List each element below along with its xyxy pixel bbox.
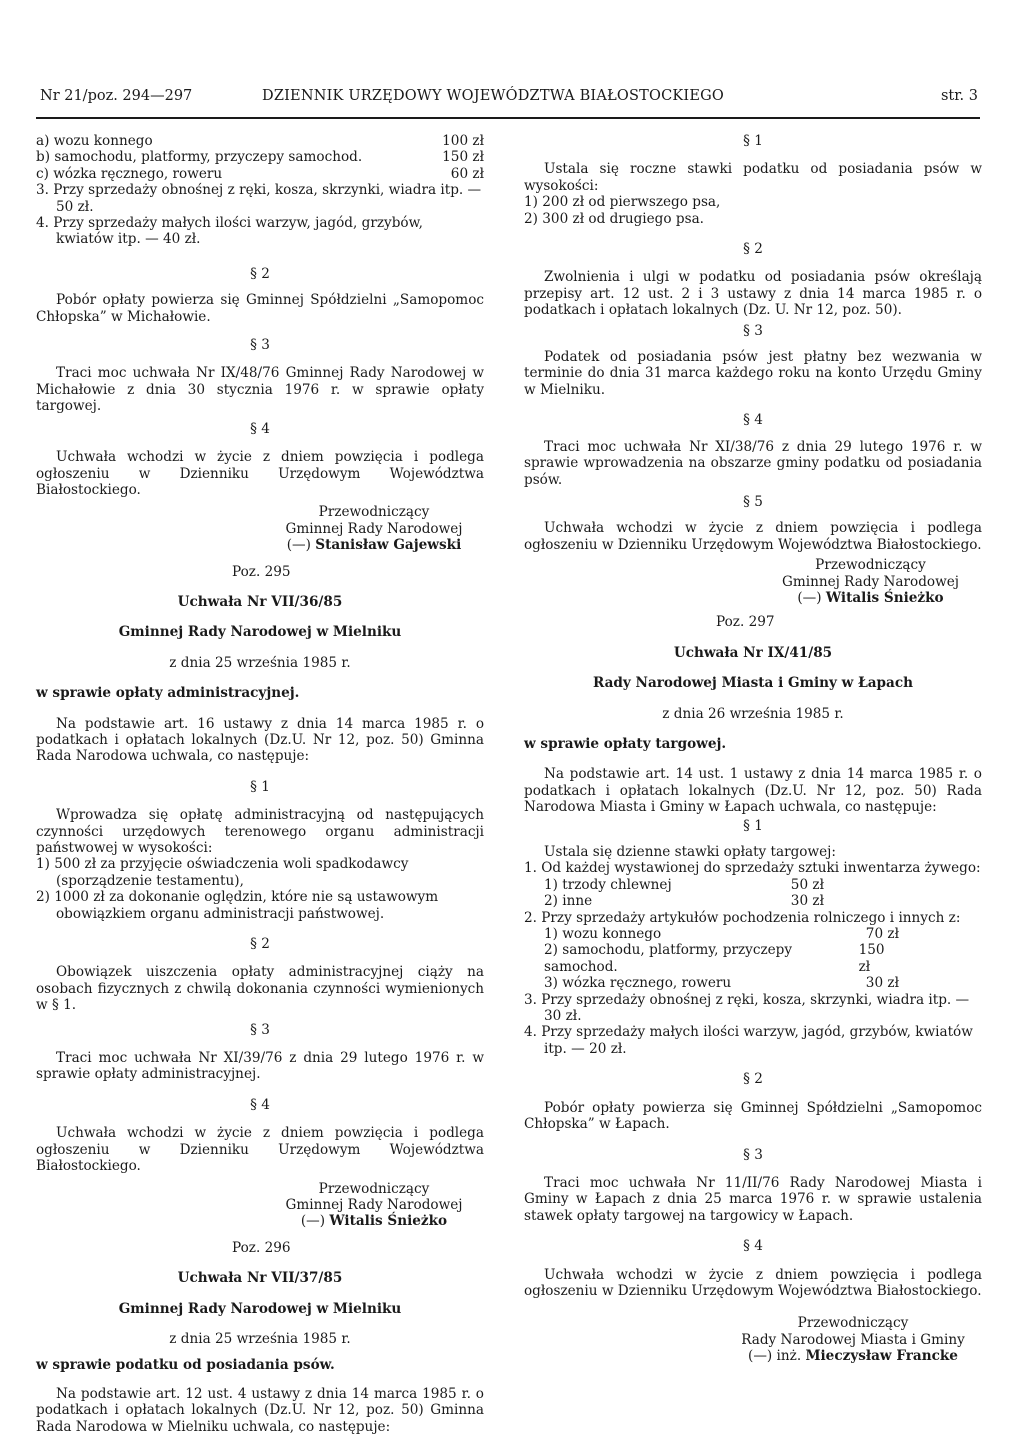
resolution-date: z dnia 26 września 1985 r. — [662, 705, 844, 722]
fee-row: b) samochodu, platformy, przyczepy samochod. 150 zł — [36, 149, 484, 166]
fee-row: 3) wózka ręcznego, roweru 30 zł — [544, 975, 899, 992]
list-item: 2. Przy sprzedaży artykułów pochodzenia rolniczego i innych z: — [524, 909, 961, 926]
resolution-body: Gminnej Rady Narodowej w Mielniku — [118, 624, 402, 641]
paragraph: Na podstawie art. 14 ust. 1 ustawy z dnia 14 marca 1985 r. o podatkach i opłatach lokalnych (Dz.U. Nr 12, poz. 50) Rada Narodowa Miasta i Gminy w Łapach uchwala, co następuje: — [524, 766, 982, 816]
position-number: Poz. 295 — [232, 563, 291, 580]
paragraph: Na podstawie art. 16 ustawy z dnia 14 marca 1985 r. o podatkach i opłatach lokalnych (Dz.U. Nr 12, poz. 50) Gminna Rada Narodowa uchwala, co następuje: — [36, 715, 484, 765]
section-heading: § 4 — [743, 1238, 763, 1255]
list-item: 1) 200 zł od pierwszego psa, — [524, 194, 721, 211]
paragraph: Wprowadza się opłatę administracyjną od następujących czynności urzędowych terenowego organu administracji państwowej w wysokości: — [36, 807, 484, 856]
list-item: 3. Przy sprzedaży obnośnej z ręki, kosza, skrzynki, wiadra itp. — 30 zł. — [524, 991, 970, 1025]
paragraph: Uchwała wchodzi w życie z dniem powzięcia i podlega ogłoszeniu w Dzienniku Urzędowym Województwa Białostockiego. — [524, 520, 982, 553]
resolution-body: Rady Narodowej Miasta i Gminy w Łapach — [592, 675, 914, 692]
signature-block: Przewodniczący Rady Narodowej Miasta i Gminy (—) inż. Mieczysław Francke — [741, 1315, 965, 1365]
resolution-subject: w sprawie opłaty targowej. — [524, 735, 727, 752]
fee-row: 2) inne 30 zł — [544, 893, 824, 910]
resolution-subject: w sprawie opłaty administracyjnej. — [36, 685, 300, 702]
resolution-title: Uchwała Nr IX/41/85 — [673, 644, 833, 661]
signature-block: Przewodniczący Gminnej Rady Narodowej (—) Witalis Śnieżko — [781, 557, 959, 606]
section-heading: § 3 — [250, 337, 270, 354]
section-heading: § 5 — [743, 493, 763, 510]
list-item: 4. Przy sprzedaży małych ilości warzyw, jagód, grzybów, kwiatów itp. — 20 zł. — [524, 1024, 973, 1057]
resolution-subject: w sprawie podatku od posiadania psów. — [36, 1357, 335, 1374]
signatory-name: Stanisław Gajewski — [315, 537, 462, 554]
signatory-name: Mieczysław Francke — [805, 1348, 958, 1365]
resolution-title: Uchwała Nr VII/37/85 — [177, 1270, 343, 1287]
section-heading: § 2 — [743, 241, 763, 258]
section-heading: § 2 — [743, 1071, 763, 1088]
resolution-body: Gminnej Rady Narodowej w Mielniku — [118, 1300, 402, 1317]
left-column — [36, 133, 484, 1435]
paragraph: Traci moc uchwała Nr IX/48/76 Gminnej Rady Narodowej w Michałowie z dnia 30 stycznia 1976 r. w sprawie opłaty targowej. — [36, 365, 484, 415]
list-item: 4. Przy sprzedaży małych ilości warzyw, jagód, grzybów, kwiatów itp. — 40 zł. — [36, 215, 423, 248]
signature-block: Przewodniczący Gminnej Rady Narodowej (—) Stanisław Gajewski — [285, 504, 463, 554]
journal-title: DZIENNIK URZĘDOWY WOJEWÓDZTWA BIAŁOSTOCKIEGO — [262, 88, 725, 104]
issue-number: Nr 21/poz. 294—297 — [40, 88, 193, 104]
paragraph: Ustala się roczne stawki podatku od posiadania psów w wysokości: — [524, 161, 982, 194]
paragraph: Traci moc uchwała Nr XI/38/76 z dnia 29 lutego 1976 r. w sprawie wprowadzenia na obszarze gminy podatku od posiadania psów. — [524, 438, 982, 488]
paragraph: Traci moc uchwała Nr 11/II/76 Rady Narodowej Miasta i Gminy w Łapach z dnia 25 marca 1976 r. w sprawie ustalenia stawek opłaty targowej na targowicy w Łapach. — [524, 1174, 982, 1224]
page-number: str. 3 — [940, 88, 978, 104]
right-column — [524, 133, 982, 1365]
section-heading: § 1 — [743, 817, 763, 834]
signature-block: Przewodniczący Gminnej Rady Narodowej (—) Witalis Śnieżko — [285, 1180, 463, 1230]
section-heading: § 3 — [743, 1146, 763, 1163]
paragraph: Traci moc uchwała Nr XI/39/76 z dnia 29 lutego 1976 r. w sprawie opłaty administracyjnej. — [36, 1050, 484, 1083]
section-heading: § 2 — [250, 936, 270, 953]
paragraph: Pobór opłaty powierza się Gminnej Spółdzielni „Samopomoc Chłopska” w Łapach. — [524, 1099, 982, 1133]
list-item: 2) 1000 zł za dokonanie oględzin, które nie są ustawowym obowiązkiem organu administracji państwowej. — [36, 889, 439, 922]
signatory-name: Witalis Śnieżko — [825, 589, 944, 606]
paragraph: Ustala się dzienne stawki opłaty targowej: — [544, 844, 836, 860]
section-heading: § 3 — [250, 1021, 270, 1038]
section-heading: § 4 — [250, 1096, 270, 1113]
fee-row: 1) wozu konnego 70 zł — [544, 926, 899, 943]
fee-row: c) wózka ręcznego, roweru 60 zł — [36, 165, 484, 182]
resolution-title: Uchwała Nr VII/36/85 — [177, 593, 343, 610]
position-number: Poz. 297 — [716, 614, 775, 631]
section-heading: § 2 — [250, 265, 270, 282]
section-heading: § 1 — [250, 778, 270, 795]
section-heading: § 4 — [743, 412, 763, 429]
list-item: 1. Od każdej wystawionej do sprzedaży sztuki inwentarza żywego: — [524, 860, 981, 877]
paragraph: Podatek od posiadania psów jest płatny bez wezwania w terminie do dnia 31 marca każdego roku na konto Urzędu Gminy w Mielniku. — [524, 349, 982, 398]
header-rule — [36, 117, 980, 119]
paragraph: Uchwała wchodzi w życie z dniem powzięcia i podlega ogłoszeniu w Dzienniku Urzędowym Województwa Białostockiego. — [524, 1266, 982, 1299]
section-heading: § 1 — [743, 133, 763, 149]
sub-list — [524, 877, 982, 910]
signatory-name: Witalis Śnieżko — [329, 1213, 448, 1230]
sub-list — [524, 926, 982, 992]
paragraph: Uchwała wchodzi w życie z dniem powzięcia i podlega ogłoszeniu w Dzienniku Urzędowym Województwa Białostockiego. — [36, 1125, 484, 1175]
fee-row: 2) samochodu, platformy, przyczepy samochod. 150 zł — [544, 942, 885, 975]
list-item: 1) 500 zł za przyjęcie oświadczenia woli spadkodawcy (sporządzenie testamentu), — [36, 856, 409, 889]
fee-row: a) wozu konnego 100 zł — [36, 133, 484, 149]
fee-row: 1) trzody chlewnej 50 zł — [544, 876, 824, 893]
position-number: Poz. 296 — [232, 1239, 291, 1256]
section-heading: § 3 — [743, 322, 763, 339]
paragraph: Zwolnienia i ulgi w podatku od posiadania psów określają przepisy art. 12 ust. 2 i 3 ustawy z dnia 14 marca 1985 r. o podatkach i opłatach lokalnych (Dz. U. Nr 12, poz. 50). — [524, 269, 982, 319]
paragraph: Na podstawie art. 12 ust. 4 ustawy z dnia 14 marca 1985 r. o podatkach i opłatach lokalnych (Dz.U. Nr 12, poz. 50) Gminna Rada Narodowa w Mielniku uchwala, co następuje: — [36, 1385, 484, 1435]
list-item: 3. Przy sprzedaży obnośnej z ręki, kosza, skrzynki, wiadra itp. — 50 zł. — [36, 182, 482, 215]
list-item: 2) 300 zł od drugiego psa. — [524, 210, 704, 227]
section-heading: § 4 — [250, 420, 270, 437]
resolution-date: z dnia 25 września 1985 r. — [169, 1330, 351, 1347]
paragraph: Obowiązek uiszczenia opłaty administracyjnej ciąży na osobach fizycznych z chwilą dokonania czynności wymienionych w § 1. — [36, 964, 484, 1014]
page-header — [40, 82, 978, 110]
paragraph: Pobór opłaty powierza się Gminnej Spółdzielni „Samopomoc Chłopska” w Michałowie. — [36, 292, 484, 325]
resolution-date: z dnia 25 września 1985 r. — [169, 654, 351, 671]
paragraph: Uchwała wchodzi w życie z dniem powzięcia i podlega ogłoszeniu w Dzienniku Urzędowym Województwa Białostockiego. — [36, 449, 484, 498]
